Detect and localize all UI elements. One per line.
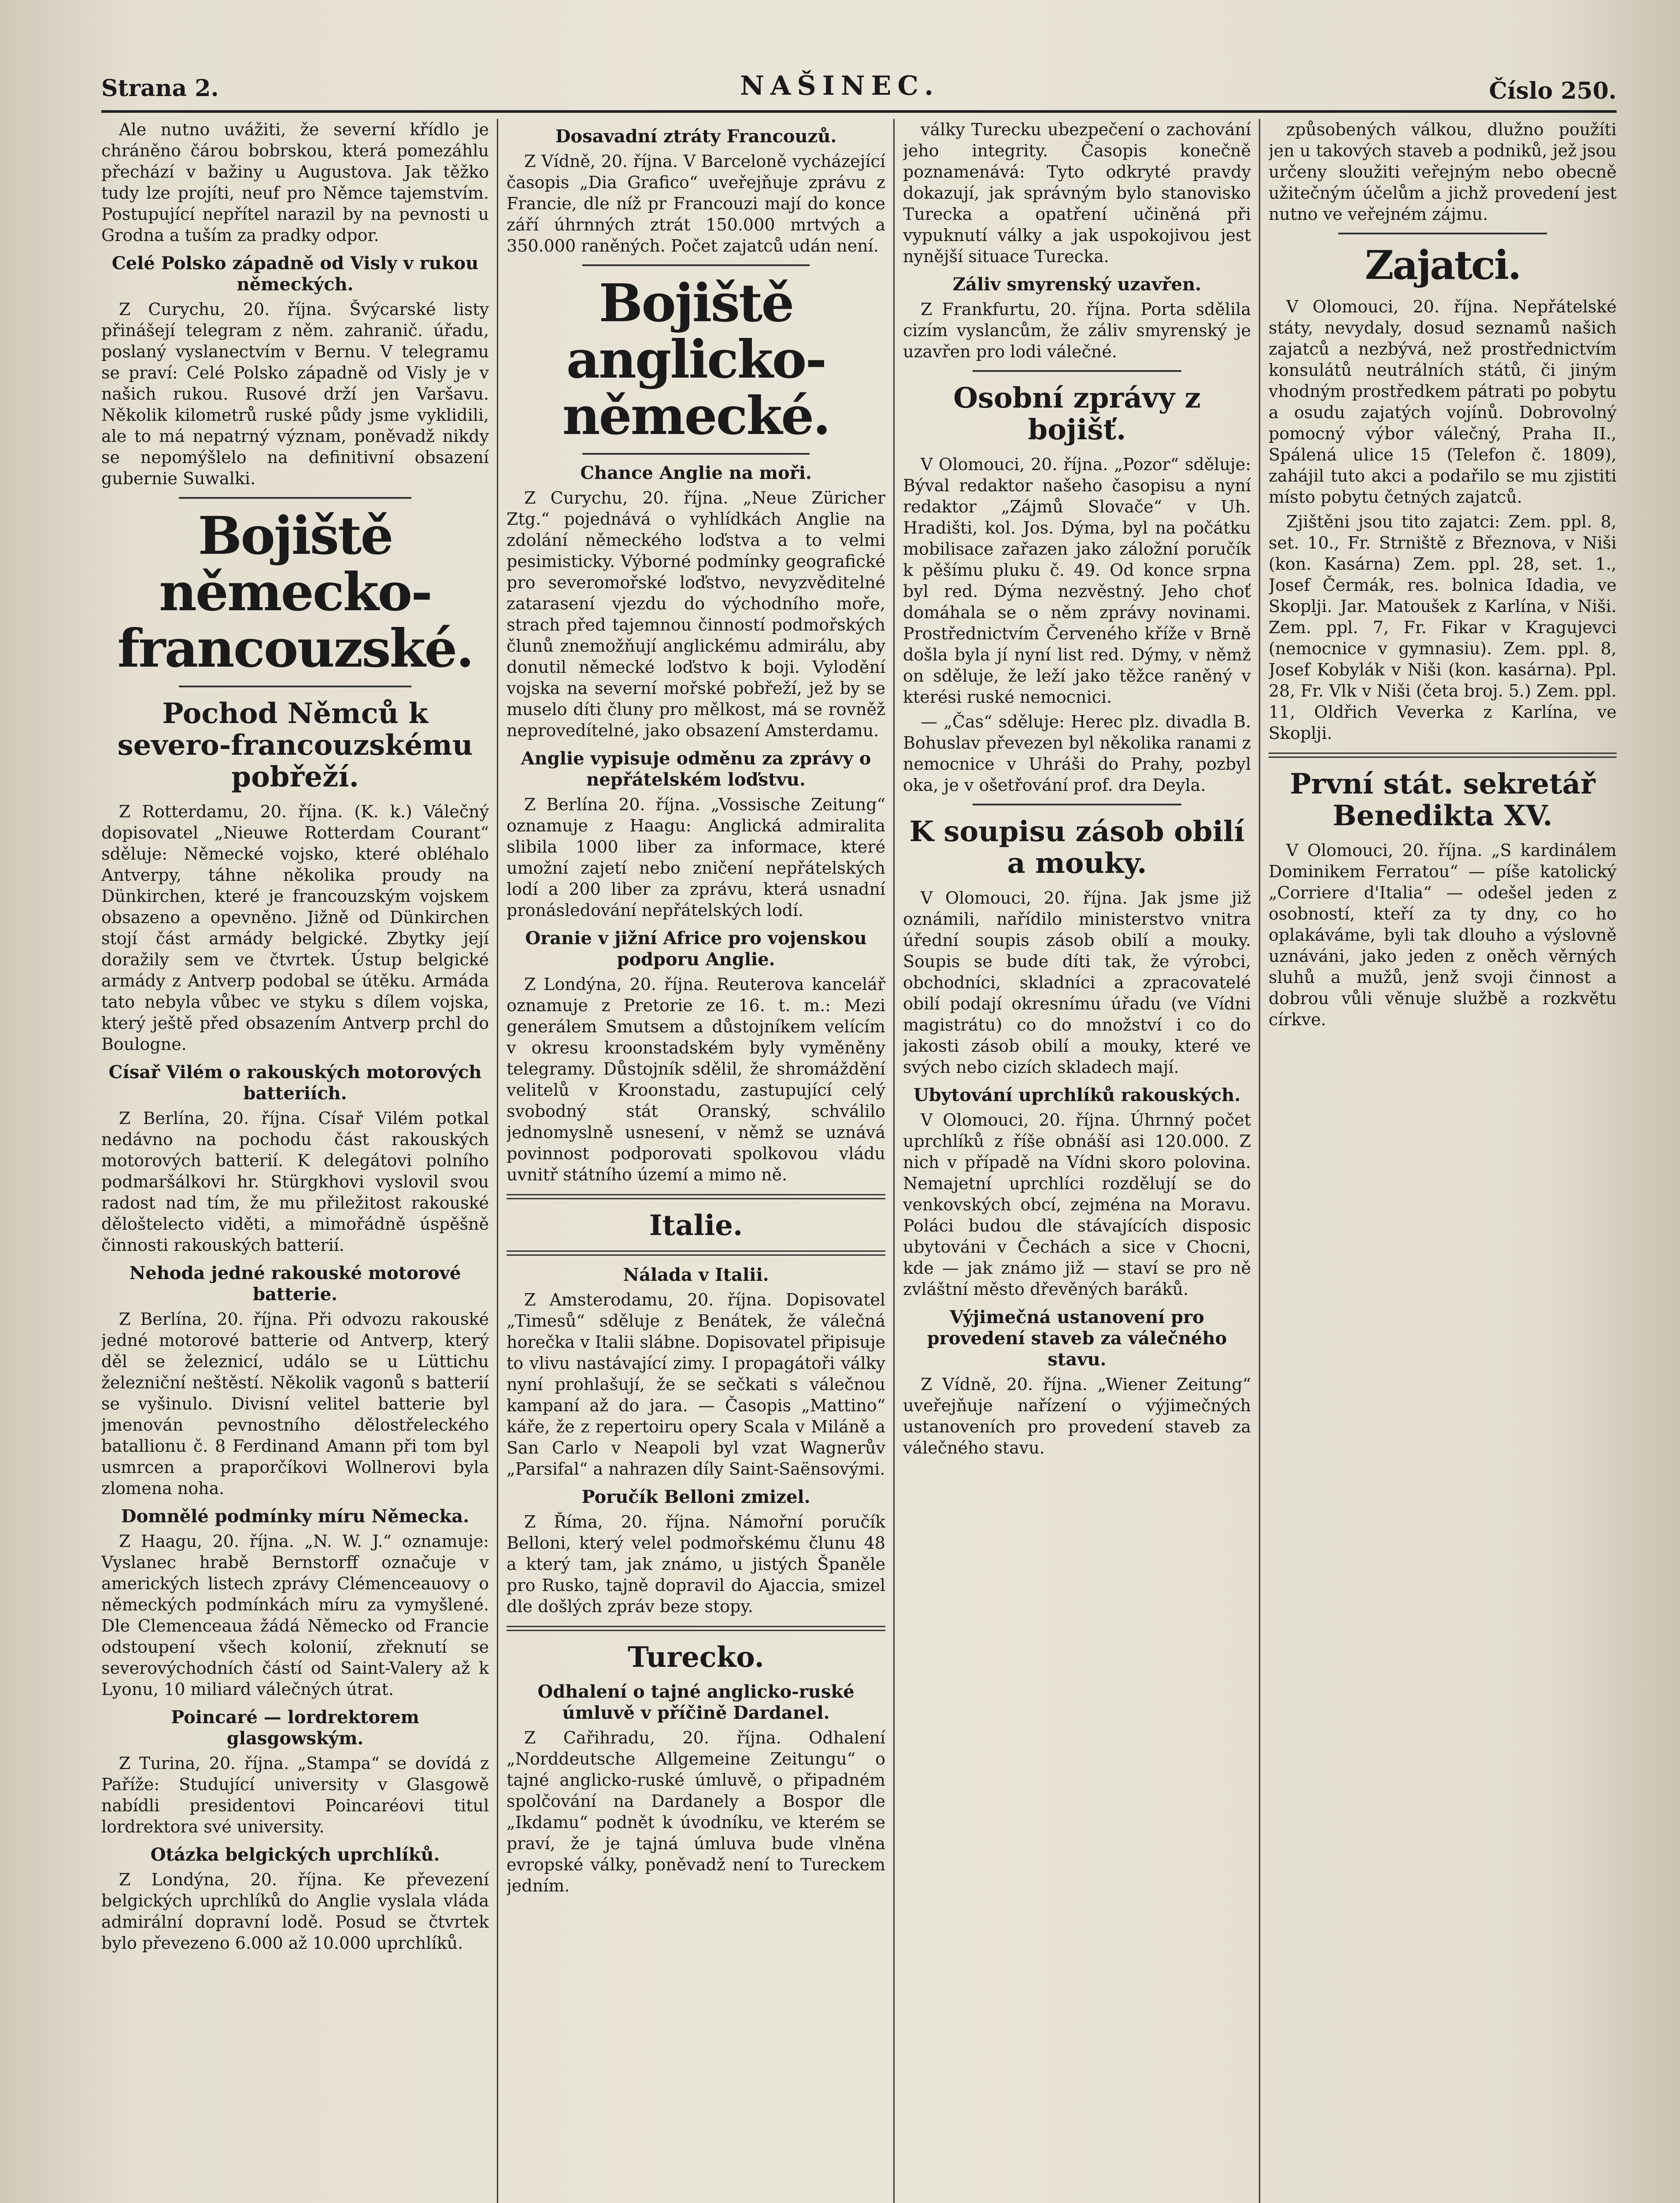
article-text: Ale nutno uvážiti, že severní křídlo je chráněno čárou bobrskou, která pomezáhlu přechází v bažiny u Augustova. Jak těžko tudy lze projíti, neuf pro Němce tajemstvím. Postupující nepřítel narazil by na pevnosti u Grodna a tuším za pradky odpor. [101,120,489,245]
column-rule [497,119,498,2203]
article-text: Z Curychu, 20. října. „Neue Züricher Ztg.“ pojednává o vyhlídkách Anglie na zdolání německého loďstva a to velmi pesimisticky. Výborné podmínky geografické pro severomořské loďstvo, nevyzvěditelné zatarasení vjezdu do východního moře, strach před tajemnou činností podmořských člunů znemožňují anglickému admirálu, aby donutil německé loďstvo k boji. Vylodění vojska na severní mořské pobřeží, jež by se muselo díti čluny pro mělkost, má se rovněž neprovedítelné, jako obsazení Amsterdamu. [507,488,885,740]
article-heading: Odhalení o tajné anglicko-ruské úmluvě v příčině Dardanel. [537,1681,855,1723]
article-heading: Anglie vypisuje odměnu za zprávy o nepřátelském loďstvu. [521,748,871,790]
page-number: Strana 2. [101,75,219,102]
divider [1338,233,1547,234]
issue-number: Číslo 250. [1489,78,1617,104]
article-heading: Poručík Belloni zmizel. [581,1487,810,1507]
article-heading: Výjimečná ustanovení pro provedení staveb za válečného stavu. [927,1307,1227,1370]
article-text: způsobených válkou, dlužno použíti jen u takových staveb a podniků, jež jsou určeny sloužiti veřejným nebo obecně užitečným účelům a jichž provedení jest nutno ve veřejném zájmu. [1269,120,1617,224]
article-heading: Císař Vilém o rakouských motorových batteriích. [108,1062,482,1104]
column-4 [1269,119,1617,2203]
article-text: Z Vídně, 20. října. „Wiener Zeitung“ uveřejňuje nařízení o výjimečných ustanoveních pro provedení staveb za válečného stavu. [903,1375,1251,1458]
divider [179,686,411,687]
article-text: Z Berlína, 20. října. Při odvozu rakouské jedné motorové batterie od Antverp, který děl se železnicí, událo se u Lüttichu železniční neštěstí. Několik vagonů s batterií se vyšinulo. Divisní velitel batterie byl jmenován pevnostního dělostřeleckého batallionu č. 8 Ferdinand Amann při tom byl usmrcen a praporčíkovi Wollnerovi byla zlomena noha. [101,1309,489,1498]
article-headline: Osobní zprávy z bojišť. [953,382,1201,446]
divider [507,1626,885,1631]
article-heading: Nehoda jedné rakouské motorové batterie. [129,1263,461,1305]
article-heading: Oranie v jižní Africe pro vojenskou podporu Anglie. [525,928,867,970]
article-heading: Celé Polsko západně od Visly v rukou německých. [111,253,479,295]
paper-title: NAŠINEC. [740,70,940,101]
column-rule [1259,119,1260,2203]
article-heading: Ubytování uprchlíků rakouských. [913,1085,1241,1105]
article-text: V Olomouci, 20. října. Jak jsme již oznámili, nařídilo ministerstvo vnitra úřední soupis zásob obilí a mouky. Soupis se bude díti tak, že výrobci, obchodníci, skladníci a zpracovatelé obilí podají okresnímu úřadu (ve Vídni magistrátu) co do množství i co do jakosti zásob obilí a mouky, které ve svých nebo cizích skladech mají. [903,888,1251,1077]
divider [507,1194,885,1199]
column-1 [101,119,489,2203]
article-text: Zjištěni jsou tito zajatci: Zem. ppl. 8, set. 10., Fr. Strniště z Březnova, v Niši (kon. Kasárna) Zem. ppl. 28, set. 1., Josef Čermák, res. bolnica Idadia, ve Skoplji. Jar. Matoušek z Karlína, v Niši. Zem. ppl. 7, Fr. Fikar v Kragujevci (nemocnice v gymnasiu). Zem. ppl. 8, Josef Kobylák v Niši (kon. kasárna). Ppl. 28, Fr. Vlk v Niši (četa broj. 5.) Zem. ppl. 11, Oldřich Veverka z Karlína, ve Skoplji. [1269,512,1617,743]
article-heading: Domnělé podmínky míru Německa. [121,1506,470,1527]
article-text: Z Haagu, 20. října. „N. W. J.“ oznamuje: Vyslanec hrabě Bernstorff označuje v amerických listech zprávy Clémenceauovy o německých podmínkách míru za vymyšlené. Dle Clemenceaua žádá Německo od Francie odstoupení všech kolonií, zřeknutí se severovýchodních částí od Saint-Valery až k Lyonu, 10 miliard válečných útrat. [101,1532,489,1699]
article-text: Z Berlína, 20. října. Císař Vilém potkal nedávno na pochodu část rakouských motorových batterií. K delegátovi polního podmaršálkovi hr. Stürgkhovi vyslovil svou radost nad tím, že mu přiležitost rakouské děloštelecto viděti, a mimořádně úspěšně činnosti rakouských batterií. [101,1109,489,1255]
article-text: Z Frankfurtu, 20. října. Porta sdělila cizím vyslancům, že záliv smyrenský je uzavřen pro lodi válečné. [903,300,1251,361]
article-text: Z Cařihradu, 20. října. Odhalení „Norddeutsche Allgemeine Zeitungu“ o tajné anglicko-ruské úmluvě, o připadném spolčování na Dardanely a Bospor dle „Ikdamu“ podnět k úvodníku, ve kterém se praví, že je tajná úmluva bude vlněna evropské války, poněvadž není to Tureckem jedním. [507,1728,885,1895]
article-text: Z Vídně, 20. října. V Barceloně vycházející časopis „Dia Grafico“ uveřejňuje zprávu z Francie, dle níž pr Francouzi mají do konce září úhrnných ztrát 150.000 mrtvých a 350.000 raněných. Počet zajatců udán není. [507,152,885,256]
article-text: Z Curychu, 20. října. Švýcarské listy přinášejí telegram z něm. zahranič. úřadu, poslaný vyslanectvím v Bernu. V telegramu se praví: Celé Polsko západně od Visly je v našich rukou. Rusové drží jen Varšavu. Několik kilometrů ruské půdy jsme vyklidili, ale to má nepatrný význam, poněvadž nikdy se nepomýšlelo na definitivní obsazení gubernie Suwalki. [101,300,489,488]
article-text: V Olomouci, 20. října. „Pozor“ sděluje: Býval redaktor našeho časopisu a nyní redaktor „Zájmů Slovače“ v Uh. Hradišti, kol. Jos. Dýma, byl na počátku mobilisace zařazen jako záložní poručík k pěšímu pluku č. 49. Od konce srpna byl red. Dýma nezvěstný. Jeho choť domáhala se o něm zprávy novinami. Prostřednictvím Červeného kříže v Brně došla byla jí nyní list red. Dýmy, v němž on sděluje, že leží jako těžce raněný v kterési ruské nemocnici. [903,455,1251,707]
column-2 [507,119,885,2203]
section-title: Zajatci. [1365,242,1521,289]
divider [507,1250,885,1256]
article-headline: K soupisu zásob obilí a mouky. [909,815,1245,880]
divider [582,264,810,266]
article-text: Z Londýna, 20. října. Reuterova kancelář oznamuje z Pretorie ze 16. t. m.: Mezi generálem Smutsem a důstojníkem velícím v okresu kroonstadském byly vyměněny telegramy. Důstojník sdělil, že shromáždění velitelů v Kroonstadu, zastupující celý svobodný stát Oranský, schválilo jednomyslně usnesení, v němž se uznává povinnost podporovati spolkovou vládu uvnitř státního území a mimo ně. [507,975,885,1184]
divider [1269,753,1617,758]
article-text: V Olomouci, 20. října. Nepřátelské státy, nevydaly, dosud seznamů našich zajatců a nezbývá, než prostřednictvím konsulátů neutrálních států, či jiným vhodným prostředkem pátrati po pobytu a osudu zajatých vojínů. Dobrovolný pomocný výbor válečný, Praha II., Spálená ulice 15 (Telefon č. 1809), zahájil tuto akci a podařilo se mu zjistiti místo pobytu četných zajatců. [1269,297,1617,507]
article-heading: Chance Anglie na moři. [580,463,812,483]
section-title: Bojiště německo-francouzské. [117,505,473,679]
article-text: V Olomouci, 20. října. Úhrnný počet uprchlíků z říše obnáší asi 120.000. Z nich v případě na Vídni skoro polovina. Nemajetní uprchlíci rozdělují se do venkovských obcí, zejména na Moravu. Poláci budou dle stávajících disposic ubytováni v Čechách a sice v Chocni, kde — jak známo již — staví se pro ně zvláštní město dřevěných baráků. [903,1110,1251,1299]
column-rule [893,119,895,2203]
article-text: — „Čas“ sděluje: Herec plz. divadla B. Bohuslav převezen byl několika ranami z nemocnice v Uhráši do Prahy, pozbyl oka, je v ošetřování prof. dra Deyla. [903,712,1251,795]
section-heading: Turecko. [628,1641,764,1674]
article-heading: Poincaré — lordrektorem glasgowským. [171,1707,419,1749]
column-3 [903,119,1251,2203]
article-text: Z Berlína 20. října. „Vossische Zeitung“ oznamuje z Haagu: Anglická admiralita slibila 1000 liber za informace, které umožní zajetí nebo zničení nepřátelských lodí a 200 liber za zprávu, která usnadní pronásledování nepřátelských lodí. [507,795,885,920]
article-heading: Otázka belgických uprchlíků. [150,1844,440,1865]
divider [973,804,1181,805]
article-text: Z Amsterodamu, 20. října. Dopisovatel „Timesů“ sděluje z Benátek, že válečná horečka v Italii slábne. Dopisovatel připisuje to vlivu nastávající zimy. I propagátoři války nyní prohlašují, že se sečkati s válečnou kampaní až do jara. — Časopis „Mattino“ káře, že z repertoiru opery Scala v Miláně a San Carlo v Neapoli byl vzat Wagnerův „Parsifal“ a nahrazen díly Saint-Saënsovými. [507,1290,885,1479]
article-text: Z Rotterdamu, 20. října. (K. k.) Válečný dopisovatel „Nieuwe Rotterdam Courant“ sděluje: Německé vojsko, které obléhalo Antverpy, táhne několika proudy na Dünkirchen, které je francouzským vojskem obsazeno a opevněno. Jižně od Dünkirchen stojí část armády belgické. Zbytky její doražily sem ve čtvrtek. Ústup belgické armády z Antverp podobal se útěku. Armáda tato nebyla vůbec ve styku s dílem vojska, který ještě před obsazením Antverp prchl do Boulogne. [101,802,489,1054]
article-heading: Záliv smyrenský uzavřen. [952,274,1202,295]
article-text: války Turecku ubezpečení o zachování jeho integrity. Časopis konečně poznamenává: Tyto odkryté pravdy dokazují, jak správným bylo stanovisko Turecka a opatření učiněná při vypuknutí války a jak uspokojivou jest nynější situace Turecka. [903,120,1251,266]
article-headline: Pochod Němců k severo-francouzskému pobřeží. [117,697,473,794]
article-text: Z Londýna, 20. října. Ke převezení belgických uprchlíků do Anglie vyslala vláda admirální dopravní lodě. Posud se čtvrtek bylo převezeno 6.000 až 10.000 uprchlíků. [101,1870,489,1953]
article-text: Z Turina, 20. října. „Stampa“ se dovídá z Paříže: Studující university v Glasgowě nabídli presidentovi Poincaréovi titul lordrektora své university. [101,1754,489,1836]
section-title: Bojiště anglicko-německé. [562,272,830,446]
masthead [101,62,1617,113]
article-heading: Nálada v Italii. [623,1265,769,1285]
divider [179,497,411,499]
article-heading: Dosavadní ztráty Francouzů. [555,126,837,147]
divider [973,370,1181,372]
divider [582,453,810,455]
section-heading: Italie. [649,1209,743,1242]
article-headline: První stát. sekretář Benedikta XV. [1290,768,1595,832]
article-text: Z Říma, 20. října. Námořní poručík Belloni, který velel podmořskému člunu 48 a který tam, jak známo, u jistých Španěle pro Rusko, tajně dopravil do Ajaccia, smizel dle došlých zpráv beze stopy. [507,1512,885,1616]
article-text: V Olomouci, 20. října. „S kardinálem Dominikem Ferratou“ — píše katolický „Corriere d'Italia“ — odešel jeden z osobností, kteří za ty dny, co ho oplakáváme, byli tak dlouho a výslovně uznáváni, jako jeden z oněch věrných sluhů a mužů, jenž svoji činnost a dobrou vůli věnuje službě a rozkvětu církve. [1269,841,1617,1029]
